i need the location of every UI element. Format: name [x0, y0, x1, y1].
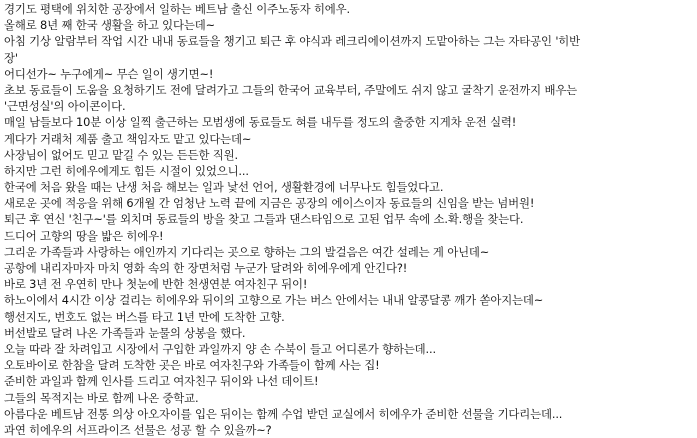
text-line: 오토바이로 한참을 달려 도착한 곳은 바로 여자친구와 가족들이 함께 사는 집! [4, 358, 380, 373]
text-line: 올해로 8년 째 한국 생활을 하고 있다는데~ [4, 18, 215, 33]
text-line: 바로 3년 전 우연히 만나 첫눈에 반한 천생연분 여자친구 뒤이! [4, 277, 308, 292]
text-line: 퇴근 후 연신 '친구~'를 외치며 동료들의 방을 찾고 그들과 댄스타임으로 고된 업무 속에 소.확.행을 찾는다. [4, 212, 524, 227]
text-line: 어디선가~ 누구에게~ 무슨 일이 생기면~! [4, 66, 214, 81]
text-line: 사장님이 없어도 믿고 맡길 수 있는 든든한 직원. [4, 147, 238, 162]
text-line: 그리운 가족들과 사랑하는 애인까지 기다리는 곳으로 향하는 그의 발걸음은 여간 설레는 게 아닌데~ [4, 244, 490, 259]
article-body [4, 1, 694, 438]
text-line: '근면성실'의 아이콘이다. [4, 99, 126, 114]
text-line: 게다가 거래처 제품 출고 책임자도 맡고 있다는데~ [4, 131, 252, 146]
text-line: 매일 남들보다 10분 이상 일찍 출근하는 모범생에 동료들도 혀를 내두를 정도의 출중한 지게차 운전 실력! [4, 115, 517, 130]
text-line: 행선지도, 번호도 없는 버스를 타고 1년 만에 도착한 고향. [4, 309, 285, 324]
text-line: 준비한 과일과 함께 인사를 드리고 여자친구 뒤이와 나선 데이트! [4, 374, 319, 389]
text-line: 하노이에서 4시간 이상 걸리는 히에우와 뒤이의 고향으로 가는 버스 안에서는 내내 알콩달콩 깨가 쏟아지는데~ [4, 293, 544, 308]
text-line: 아침 기상 알람부터 작업 시간 내내 동료들을 챙기고 퇴근 후 야식과 레크리에이션까지 도맡아하는 그는 자타공인 '히반 [4, 34, 581, 49]
text-line: 장' [4, 50, 18, 65]
text-line: 초보 동료들이 도움을 요청하기도 전에 달려가고 그들의 한국어 교육부터, 주말에도 쉬지 않고 굴착기 운전까지 배우는 [4, 82, 578, 97]
text-line: 하지만 그런 히에우에게도 힘든 시절이 있었으니... [4, 163, 249, 178]
text-line: 공항에 내리자마자 마치 영화 속의 한 장면처럼 누군가 달려와 히에우에게 안긴다?! [4, 261, 408, 275]
text-line: 한국에 처음 왔을 때는 난생 처음 해보는 일과 낯선 언어, 생활환경에 너무나도 힘들었다고. [4, 180, 444, 195]
text-line: 오늘 따라 잘 차려입고 시장에서 구입한 과일까지 양 손 수북이 들고 어디론가 향하는데... [4, 341, 436, 356]
text-line: 과연 히에우의 서프라이즈 선물은 성공 할 수 있을까~? [4, 422, 272, 437]
text-line: 그들의 목적지는 바로 함께 나온 중학교. [4, 390, 199, 405]
text-line: 버선발로 달려 나온 가족들과 눈물의 상봉을 했다. [4, 325, 246, 340]
text-line: 아름다운 베트남 전통 의상 아오자이를 입은 뒤이는 함께 수업 받던 교실에서 히에우가 준비한 선물을 기다리는데... [4, 406, 563, 421]
text-line: 경기도 평택에 위치한 공장에서 일하는 베트남 출신 이주노동자 히에우. [4, 2, 350, 16]
text-line: 새로운 곳에 적응을 위해 6개월 간 엄청난 노력 끝에 지금은 공장의 에이스이자 동료들의 신임을 받는 넘버원! [4, 196, 535, 211]
text-line: 드디어 고향의 땅을 밟은 히에우! [4, 228, 164, 243]
